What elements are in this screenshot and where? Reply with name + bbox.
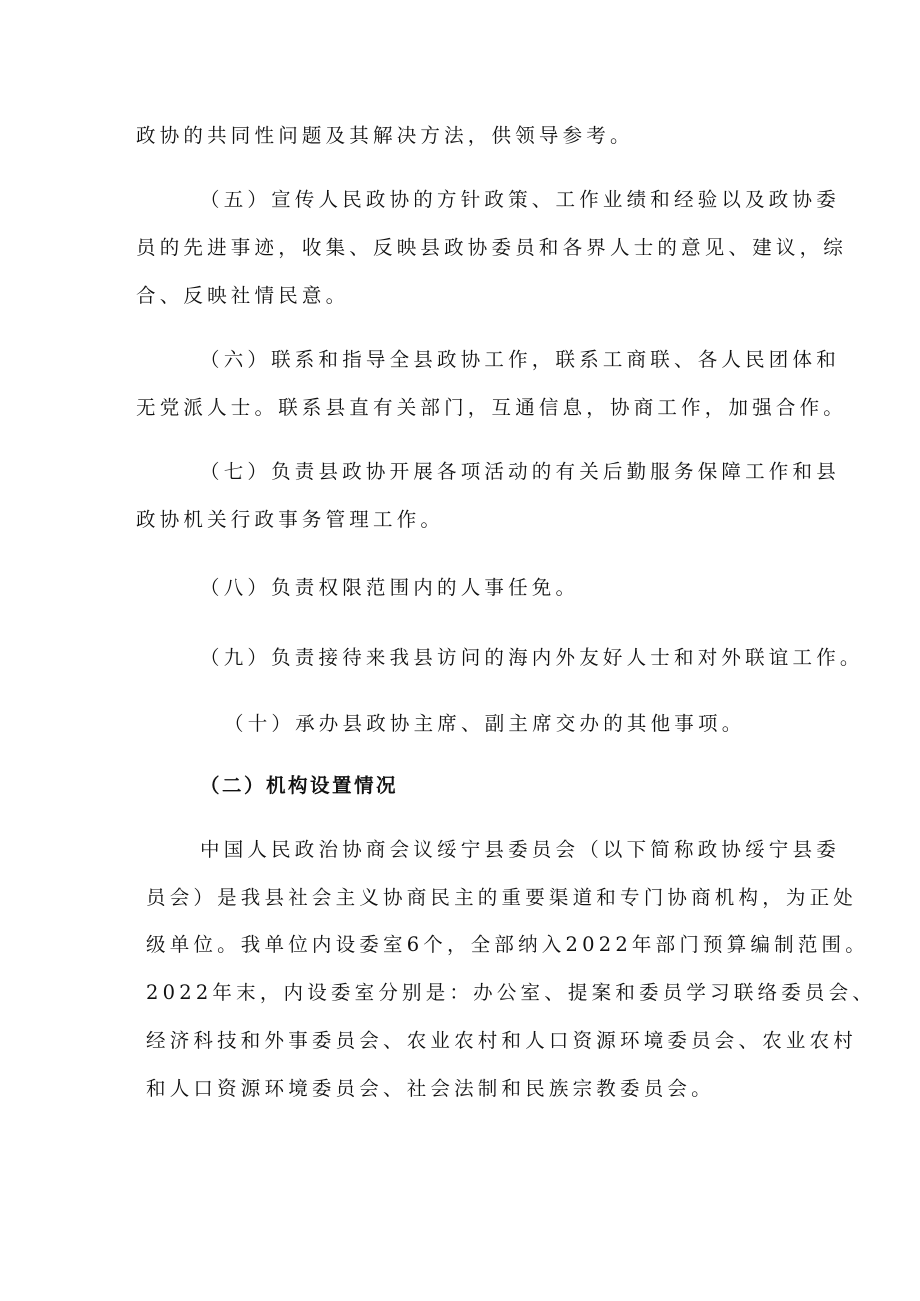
paragraph-line-4: 合、反映社情民意。 — [136, 284, 350, 307]
paragraph-line-18: 和人口资源环境委员会、社会法制和民族宗教委员会。 — [146, 1077, 715, 1100]
paragraph-line-14: 员会）是我县社会主义协商民主的重要渠道和专门协商机构，为正处 — [146, 886, 858, 909]
paragraph-line-13: 中国人民政治协商会议绥宁县委员会（以下简称政协绥宁县委 — [200, 838, 840, 861]
paragraph-line-1: 政协的共同性问题及其解决方法，供领导参考。 — [136, 124, 634, 147]
paragraph-line-9: （八）负责权限范围内的人事任免。 — [200, 576, 580, 599]
paragraph-line-11: （十）承办县政协主席、副主席交办的其他事项。 — [224, 712, 746, 735]
paragraph-line-5: （六）联系和指导全县政协工作，联系工商联、各人民团体和 — [200, 348, 840, 371]
paragraph-line-3: 员的先进事迹，收集、反映县政协委员和各界人士的意见、建议，综 — [136, 236, 848, 259]
paragraph-line-8: 政协机关行政事务管理工作。 — [136, 508, 445, 531]
paragraph-line-17: 经济科技和外事委员会、农业农村和人口资源环境委员会、农业农村 — [146, 1029, 858, 1052]
section-heading: （二）机构设置情况 — [200, 774, 399, 797]
paragraph-line-2: （五）宣传人民政协的方针政策、工作业绩和经验以及政协委 — [200, 188, 840, 211]
paragraph-line-10: （九）负责接待来我县访问的海内外友好人士和对外联谊工作。 — [200, 646, 864, 669]
paragraph-line-16: 2022年末，内设委室分别是：办公室、提案和委员学习联络委员会、 — [146, 981, 877, 1004]
paragraph-line-15: 级单位。我单位内设委室6个，全部纳入2022年部门预算编制范围。 — [146, 933, 869, 956]
paragraph-line-6: 无党派人士。联系县直有关部门，互通信息，协商工作，加强合作。 — [136, 396, 848, 419]
paragraph-line-7: （七）负责县政协开展各项活动的有关后勤服务保障工作和县 — [200, 460, 840, 483]
